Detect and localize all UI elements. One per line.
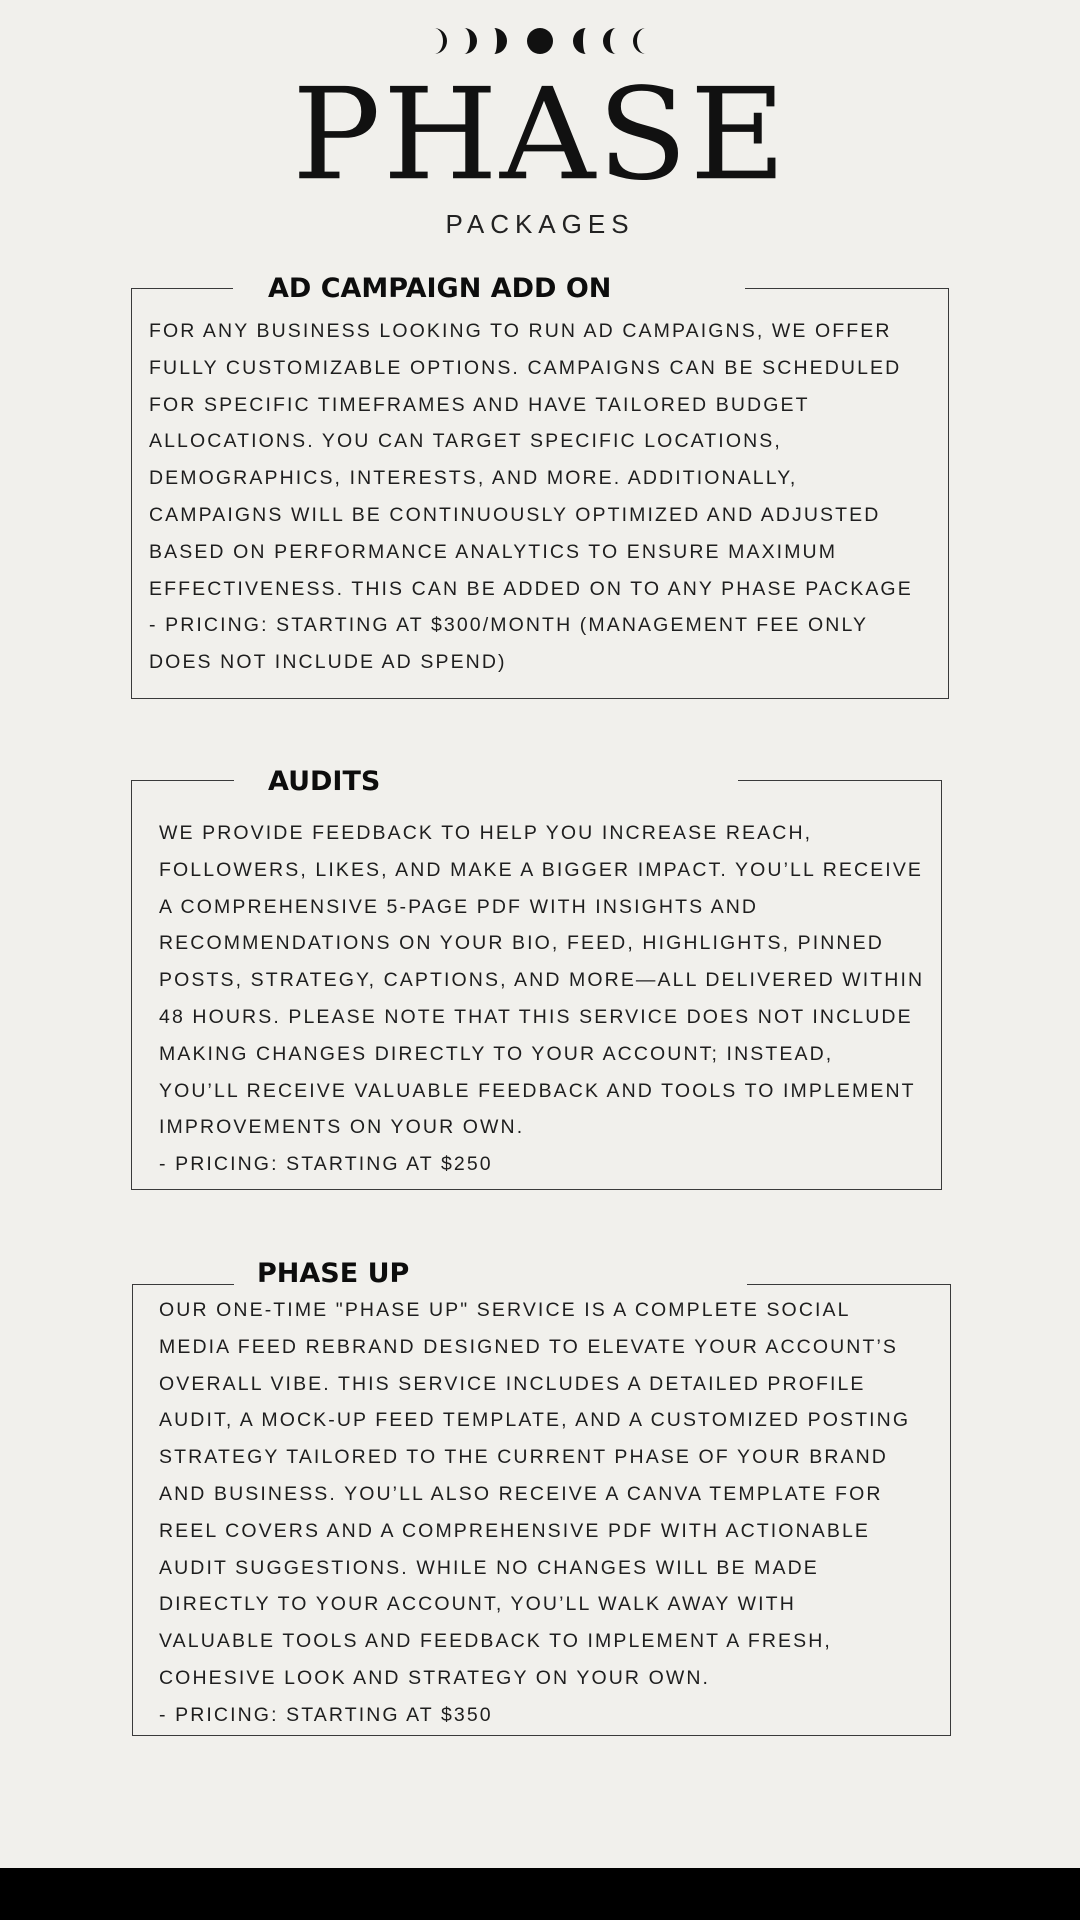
card-border-left (133, 1284, 234, 1285)
waning-gibbous-icon (573, 28, 586, 54)
card-border-right (745, 288, 949, 289)
ad-campaign-description: FOR ANY BUSINESS LOOKING TO RUN AD CAMPAIGNS, WE OFFER FULLY CUSTOMIZABLE OPTIONS. CAMPAIGNS CAN BE SCHEDULED FOR SPECIFIC TIMEFRAMES AND HAVE TAILORED BUDGET ALLOCATIONS. YOU CAN TARGET SPECIFIC LOCATIONS, DEMOGRAPHICS, INTERESTS, AND MORE. ADDITIONALLY, CAMPAIGNS WILL BE CONTINUOUSLY OPTIMIZED AND ADJUSTED BASED ON PERFORMANCE ANALYTICS TO ENSURE MAXIMUM EFFECTIVENESS. THIS CAN BE ADDED ON TO ANY PHASE PACKAGE - PRICING: STARTING AT $300/MONTH (MANAGEMENT FEE ONLY DOES NOT INCLUDE AD SPEND) (149, 320, 913, 674)
waxing-crescent-icon (434, 28, 447, 54)
full-moon-icon (527, 28, 553, 54)
first-quarter-icon (464, 28, 477, 54)
audits-description: WE PROVIDE FEEDBACK TO HELP YOU INCREASE REACH, FOLLOWERS, LIKES, AND MAKE A BIGGER IMPACT. YOU’LL RECEIVE A COMPREHENSIVE 5-PAGE PDF WITH INSIGHTS AND RECOMMENDATIONS ON YOUR BIO, FEED, HIGHLIGHTS, PINNED POSTS, STRATEGY, CAPTIONS, AND MORE—ALL DELIVERED WITHIN 48 HOURS. PLEASE NOTE THAT THIS SERVICE DOES NOT INCLUDE MAKING CHANGES DIRECTLY TO YOUR ACCOUNT; INSTEAD, YOU’LL RECEIVE VALUABLE FEEDBACK AND TOOLS TO IMPLEMENT IMPROVEMENTS ON YOUR OWN. - PRICING: STARTING AT $250 (159, 822, 925, 1176)
phase-up-description: OUR ONE-TIME "PHASE UP" SERVICE IS A COMPLETE SOCIAL MEDIA FEED REBRAND DESIGNED TO ELEVATE YOUR ACCOUNT’S OVERALL VIBE. THIS SERVICE INCLUDES A DETAILED PROFILE AUDIT, A MOCK-UP FEED TEMPLATE, AND A CUSTOMIZED POSTING STRATEGY TAILORED TO THE CURRENT PHASE OF YOUR BRAND AND BUSINESS. YOU’LL ALSO RECEIVE A CANVA TEMPLATE FOR REEL COVERS AND A COMPREHENSIVE PDF WITH ACTIONABLE AUDIT SUGGESTIONS. WHILE NO CHANGES WILL BE MADE DIRECTLY TO YOUR ACCOUNT, YOU’LL WALK AWAY WITH VALUABLE TOOLS AND FEEDBACK TO IMPLEMENT A FRESH, COHESIVE LOOK AND STRATEGY ON YOUR OWN. - PRICING: STARTING AT $350 (159, 1299, 911, 1726)
card-border-right (747, 1284, 951, 1285)
brand-title: PHASE (291, 61, 789, 209)
waxing-gibbous-icon (494, 28, 507, 54)
footer-bar (0, 1868, 1080, 1920)
card-border-right (738, 780, 942, 781)
phase-up-heading: PHASE UP (257, 1258, 410, 1289)
waning-crescent-icon (633, 28, 646, 54)
card-border-left (132, 780, 234, 781)
ad-campaign-heading: AD CAMPAIGN ADD ON (268, 273, 612, 304)
card-border-left (132, 288, 233, 289)
last-quarter-icon (603, 28, 616, 54)
moon-phases-row (0, 24, 1080, 64)
page-subtitle: PACKAGES (445, 209, 635, 239)
audits-heading: AUDITS (268, 766, 381, 797)
moon-phases-graphic (430, 24, 650, 58)
